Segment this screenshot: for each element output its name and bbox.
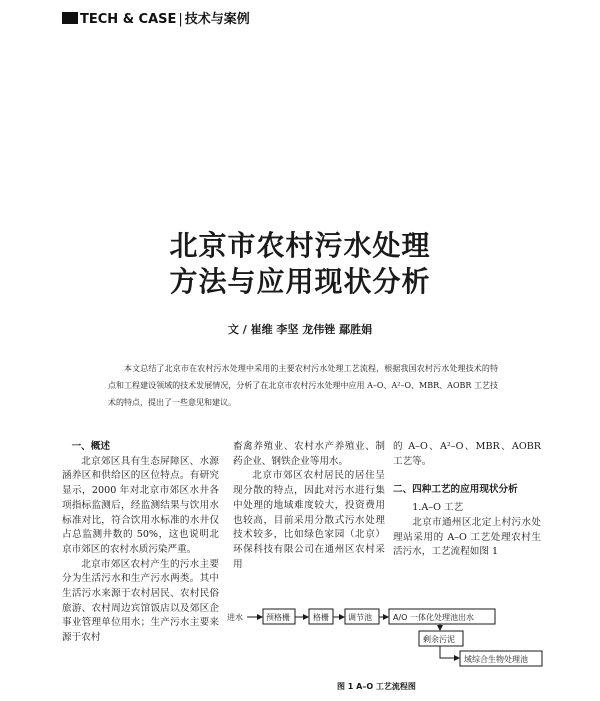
flow-box-equalization-label: 调节池 (348, 613, 372, 622)
paragraph: 北京市郊区农村居民的居住呈现分散的特点，因此对污水进行集中处理的地域难度较大，投资费用也较高，目前采用分散式污水处理技术较多，比如绿色家园（北京）环保科技有限公司在通州区农村采用 (233, 470, 385, 570)
paragraph: 北京市郊区农村产生的污水主要分为生活污水和生产污水两类。其中生活污水来源于农村居民、农村民俗旅游、农村周边宾馆饭店以及郊区企事业管理单位用水；生产污水主要来源于农村 (62, 558, 219, 644)
header-separator: | (178, 12, 183, 27)
abstract: 本文总结了北京市在农村污水处理中采用的主要农村污水处理工艺流程，根据我国农村污水处理技术的特点和工程建设领域的技术发展情况，分析了在北京市农村污水处理中应用 A–O、A²–O、MBR、AOBR 工艺技术的特点，提出了一些意见和建议。 (108, 364, 498, 407)
flow-box-ao-tank-label: A/O 一体化处理池出水 (393, 613, 475, 622)
authors: 文 / 崔维 李坚 龙伟锉 鄢胜娟 (227, 323, 373, 336)
section-heading-overview: 一、概述 (71, 441, 110, 452)
flow-box-excess-sludge-label: 剩余污泥 (423, 635, 455, 644)
process-flow-diagram (225, 596, 545, 696)
paragraph: 北京郊区具有生态屏障区、水源涵养区和供给区的区位特点。有研究显示，2000 年对北京市郊区水井各项指标监测后，经监测结果与饮用水标准对比，符合饮用水标准的水井仅占总监测井数的 50%，这也说明北京市郊区的农村水质污染严重。 (62, 455, 219, 555)
paragraph: 的 A–O、A²–O、MBR、AOBR 工艺等。 (393, 441, 541, 467)
flow-box-pre-screen-label: 预格栅 (266, 613, 290, 622)
flow-box-screen-label: 格栅 (313, 613, 329, 622)
flow-box-bio-treatment-label: 域综合生物处理池 (464, 655, 528, 664)
header-block-icon (62, 12, 78, 24)
column-3 (393, 440, 541, 560)
header-section: 技术与案例 (184, 12, 250, 27)
journal-header (62, 8, 250, 27)
flow-inlet-label: 进水 (227, 613, 243, 622)
paragraph: 畜禽养殖业、农村水产养殖业、制药企业、钢铁企业等用水。 (233, 441, 385, 467)
paragraph: 北京市通州区北定上村污水处理站采用的 A–O 工艺处理农村生活污水，工艺流程如图 1 (393, 516, 541, 558)
title-line-2: 方法与应用现状分析 (169, 265, 431, 298)
column-1 (62, 440, 219, 646)
flow-arrow (440, 646, 459, 658)
title-line-1: 北京市农村污水处理 (169, 229, 431, 262)
header-brand: TECH & CASE (80, 12, 177, 27)
column-2 (233, 440, 385, 572)
article-title (0, 228, 600, 300)
subsection-heading-ao: 1.A–O 工艺 (412, 502, 464, 514)
figure-caption: 图 1 A–O 工艺流程图 (337, 682, 416, 691)
section-heading-process: 二、四种工艺的应用现状分析 (393, 484, 518, 496)
